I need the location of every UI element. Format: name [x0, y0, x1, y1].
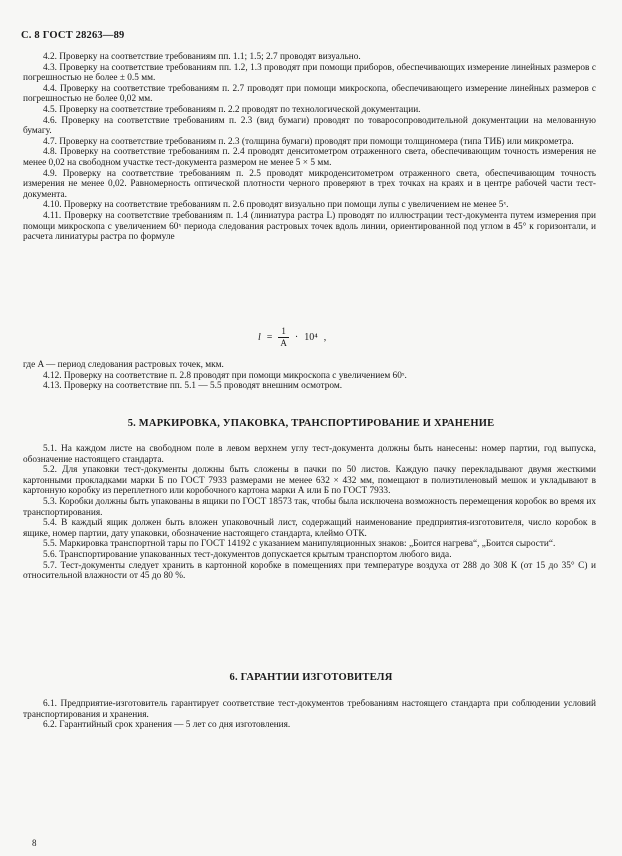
section-6-title: 6. ГАРАНТИИ ИЗГОТОВИТЕЛЯ	[229, 672, 393, 683]
paragraph-4-10: 4.10. Проверку на соответствие требованиям п. 2.6 проводят визуально при помощи лупы с увеличением не менее 5ˣ.	[43, 200, 509, 211]
paragraph-5-2: 5.2. Для упаковки тест-документы должны быть сложены в пачки по 50 листов. Каждую пачку перекладывают двумя жесткими картонными прокладками марки Б по ГОСТ 7933 размерами не менее 632 × 432 мм, помещают в полиэтиленовый мешок и укладывают в картонную коробку из переплетного или коробочного картона марки А или Б по ГОСТ 7933.	[23, 465, 596, 497]
formula-legend: где A — период следования растровых точек, мкм.	[23, 360, 224, 370]
paragraph-5-1: 5.1. На каждом листе на свободном поле в левом верхнем углу тест-документа должны быть нанесены: номер партии, год выпуска, обозначение настоящего стандарта.	[23, 444, 596, 465]
paragraph-4-7: 4.7. Проверку на соответствие требованиям п. 2.3 (толщина бумаги) проводят при помощи толщиномера (типа ТИБ) или микрометра.	[43, 136, 574, 147]
section-6-text	[23, 699, 596, 731]
formula-dot: ·	[294, 332, 299, 343]
paragraph-5-6: 5.6. Транспортирование упакованных тест-документов допускается крытым транспортом любого вида.	[43, 549, 452, 560]
paragraph-4-5: 4.5. Проверку на соответствие требованиям п. 2.2 проводят по технологической документации.	[43, 104, 421, 115]
paragraph-5-3: 5.3. Коробки должны быть упакованы в ящики по ГОСТ 18573 так, чтобы была исключена возможность перемещения коробок во время их транспортирования.	[23, 496, 596, 518]
paragraph-4-12: 4.12. Проверку на соответствие п. 2.8 проводят при помощи микроскопа с увеличением 60ˣ.	[43, 370, 407, 381]
section-5-text	[23, 444, 596, 582]
formula-equals: =	[266, 332, 273, 343]
paragraph-4-11: 4.11. Проверку на соответствие требованиям п. 1.4 (линиатура растра L) проводят по иллюстрации тест-документа путем измерения при помощи микроскопа с увеличением 60ˣ периода следования растровых точек вдоль линии, ориентированной под углом в 45° к горизонтали, и расчета линиатуры растра по формуле	[23, 210, 596, 243]
paragraph-5-5: 5.5. Маркировка транспортной тары по ГОСТ 14192 с указанием манипуляционных знаков: „Боится нагрева“, „Боится сырости“.	[43, 539, 556, 550]
section-4-text	[23, 52, 596, 243]
section-5-title: 5. МАРКИРОВКА, УПАКОВКА, ТРАНСПОРТИРОВАНИЕ И ХРАНЕНИЕ	[127, 418, 495, 429]
paragraph-5-4: 5.4. В каждый ящик должен быть вложен упаковочный лист, содержащий наименование предприятия-изготовителя, число коробок в ящике, номер партии, дату упаковки, обозначение настоящего стандарта, клеймо ОТК.	[23, 518, 596, 539]
formula-numerator: 1	[278, 326, 289, 338]
formula-fraction	[278, 326, 289, 349]
paragraph-4-9: 4.9. Проверку на соответствие требованиям п. 2.5 проводят микроденситометром отраженного света, обеспечивающим точность измерения не менее 0,02. Равномерность оптической плотности черного проверяют в трех точках на краях и в центре рабочей части тест-документа.	[23, 168, 596, 200]
paragraph-4-3: 4.3. Проверку на соответствие требованиям пп. 1.2, 1.3 проводят при помощи приборов, обеспечивающих измерение линейных размеров с погрешностью не более ± 0.5 мм.	[23, 62, 596, 84]
formula-lhs: l	[258, 332, 261, 343]
paragraph-4-2: 4.2. Проверку на соответствие требованиям пп. 1.1; 1.5; 2.7 проводят визуально.	[43, 52, 361, 62]
paragraph-4-8: 4.8. Проверку на соответствие требованиям п. 2.4 проводят денситометром отраженного света, обеспечивающим точность измерения не менее 0,02 на свободном участке тест-документа размером не менее 5 × 5 мм.	[23, 147, 596, 168]
page-header: С. 8 ГОСТ 28263—89	[21, 30, 125, 41]
formula-multiplier: 10⁴	[304, 332, 318, 343]
paragraph-4-6: 4.6. Проверку на соответствие требованиям п. 2.3 (вид бумаги) проводят по товаросопроводительной документации на мелованную бумагу.	[23, 115, 596, 137]
paragraph-5-7: 5.7. Тест-документы следует хранить в картонной коробке в помещениях при температуре воздуха от 288 до 308 К (от 15 до 35° С) и относительной влажности от 45 до 80 %.	[23, 560, 596, 582]
paragraph-6-1: 6.1. Предприятие-изготовитель гарантирует соответствие тест-документов требованиям настоящего стандарта при соблюдении условий транспортирования и хранения.	[23, 699, 596, 720]
formula-comma: ,	[323, 332, 327, 343]
paragraph-6-2: 6.2. Гарантийный срок хранения — 5 лет со дня изготовления.	[43, 720, 291, 731]
section-4-text-continued	[23, 360, 596, 392]
linearity-formula	[258, 326, 326, 349]
paragraph-4-13: 4.13. Проверку на соответствие пп. 5.1 — 5.5 проводят внешним осмотром.	[43, 381, 343, 392]
paragraph-4-4: 4.4. Проверку на соответствие требованиям п. 2.7 проводят при помощи микроскопа, обеспечивающего измерение линейных размеров с погрешностью не более 0,02 мм.	[23, 83, 596, 105]
formula-denominator: A	[280, 338, 287, 348]
page-number: 8	[32, 838, 37, 848]
